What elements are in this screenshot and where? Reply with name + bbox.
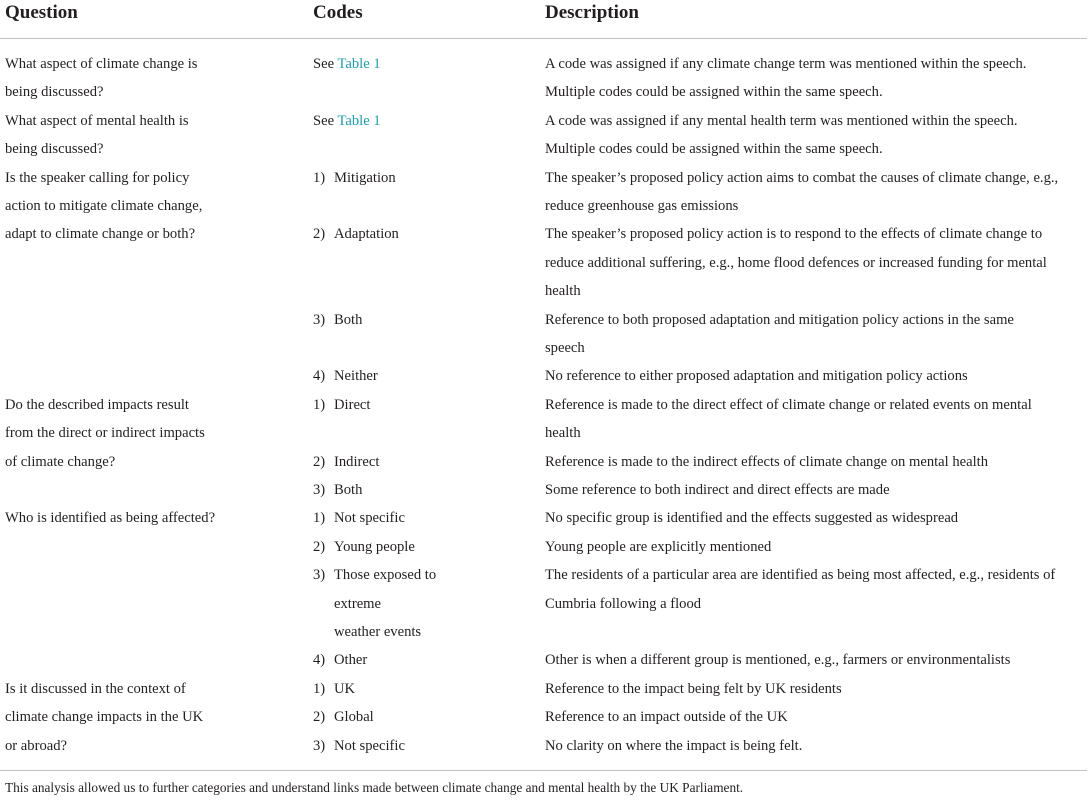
- code-number: 3): [313, 567, 326, 584]
- description-line: Reference to an impact outside of the UK: [545, 709, 788, 726]
- question-line: adapt to climate change or both?: [5, 226, 196, 243]
- code-label: Other: [334, 652, 368, 669]
- code-label: Adaptation: [334, 226, 399, 243]
- question-line: from the direct or indirect impacts: [5, 425, 205, 442]
- code-number: 2): [313, 226, 326, 243]
- code-number: 1): [313, 510, 326, 527]
- description-line: No reference to either proposed adaptation and mitigation policy actions: [545, 368, 968, 385]
- header-codes: Codes: [313, 2, 363, 23]
- question-line: being discussed?: [5, 141, 104, 158]
- description-line: speech: [545, 340, 585, 356]
- question-line: action to mitigate climate change,: [5, 198, 203, 214]
- question-line: Is the speaker calling for policy: [5, 169, 190, 186]
- description-line: Multiple codes could be assigned within the same speech.: [545, 141, 883, 158]
- code-number: 1): [313, 396, 326, 413]
- code-label: Global: [334, 709, 374, 726]
- question-line: Do the described impacts result: [5, 396, 189, 413]
- question-line: What aspect of mental health is: [5, 112, 189, 129]
- code-number: 3): [313, 311, 326, 328]
- code-label: Not specific: [334, 737, 405, 754]
- description-line: The speaker’s proposed policy action is to respond to the effects of climate change to: [545, 226, 1043, 243]
- code-number: 4): [313, 368, 326, 385]
- table-footnote: This analysis allowed us to further categories and understand links made between climate change and mental health by the UK Parliament.: [5, 780, 744, 795]
- description-line: Cumbria following a flood: [545, 595, 702, 612]
- code-number: 2): [313, 709, 326, 726]
- code-number: 3): [313, 482, 326, 498]
- description-line: reduce additional suffering, e.g., home flood defences or increased funding for mental: [545, 254, 1047, 271]
- code-number: 2): [313, 453, 326, 470]
- code-see-text: See: [313, 112, 335, 129]
- description-line: Reference is made to the direct effect of climate change or related events on mental: [545, 396, 1032, 413]
- question-line: Is it discussed in the context of: [5, 680, 186, 697]
- footer-rule: [0, 770, 1087, 771]
- description-line: Multiple codes could be assigned within the same speech.: [545, 84, 883, 101]
- code-label: Not specific: [334, 510, 405, 527]
- description-line: health: [545, 425, 581, 442]
- description-line: Reference is made to the indirect effects of climate change on mental health: [545, 453, 989, 470]
- table-reference-link[interactable]: Table 1: [337, 112, 381, 129]
- description-line: Some reference to both indirect and direct effects are made: [545, 482, 890, 498]
- description-line: The speaker’s proposed policy action aims to combat the causes of climate change, e.g.,: [545, 169, 1059, 186]
- code-label: Young people: [334, 538, 415, 555]
- question-line: climate change impacts in the UK: [5, 709, 204, 726]
- code-number: 2): [313, 538, 326, 555]
- description-line: reduce greenhouse gas emissions: [545, 198, 739, 214]
- code-label: weather events: [334, 624, 422, 640]
- description-line: A code was assigned if any climate change term was mentioned within the speech.: [545, 56, 1027, 72]
- description-line: No clarity on where the impact is being felt.: [545, 737, 803, 754]
- code-number: 4): [313, 652, 326, 669]
- header-question: Question: [5, 2, 78, 23]
- header-rule: [0, 38, 1087, 39]
- question-line: What aspect of climate change is: [5, 56, 198, 72]
- description-line: Reference to both proposed adaptation and mitigation policy actions in the same: [545, 311, 1014, 328]
- description-line: A code was assigned if any mental health term was mentioned within the speech.: [545, 112, 1018, 129]
- question-line: of climate change?: [5, 453, 116, 470]
- code-label: Both: [334, 482, 363, 498]
- code-number: 1): [313, 680, 326, 697]
- question-line: Who is identified as being affected?: [5, 510, 216, 527]
- code-see-text: See: [313, 56, 335, 72]
- code-label: Neither: [334, 368, 378, 385]
- code-cell: [313, 50, 381, 78]
- table-reference-link[interactable]: Table 1: [337, 56, 381, 72]
- header-description: Description: [545, 2, 639, 23]
- code-label: Direct: [334, 396, 371, 413]
- description-line: Reference to the impact being felt by UK residents: [545, 680, 842, 697]
- code-label: UK: [334, 680, 356, 697]
- code-label: extreme: [334, 595, 381, 612]
- description-line: health: [545, 283, 581, 300]
- question-line: or abroad?: [5, 737, 67, 754]
- description-line: No specific group is identified and the effects suggested as widespread: [545, 510, 959, 527]
- code-label: Indirect: [334, 453, 380, 470]
- code-label: Those exposed to: [334, 567, 437, 584]
- description-line: The residents of a particular area are identified as being most affected, e.g., residents of: [545, 567, 1056, 584]
- code-label: Mitigation: [334, 169, 396, 186]
- code-number: 1): [313, 169, 326, 186]
- code-cell: [313, 107, 381, 135]
- code-number: 3): [313, 737, 326, 754]
- description-line: Young people are explicitly mentioned: [545, 538, 772, 555]
- code-label: Both: [334, 311, 363, 328]
- question-line: being discussed?: [5, 84, 104, 101]
- description-line: Other is when a different group is mentioned, e.g., farmers or environmentalists: [545, 652, 1011, 669]
